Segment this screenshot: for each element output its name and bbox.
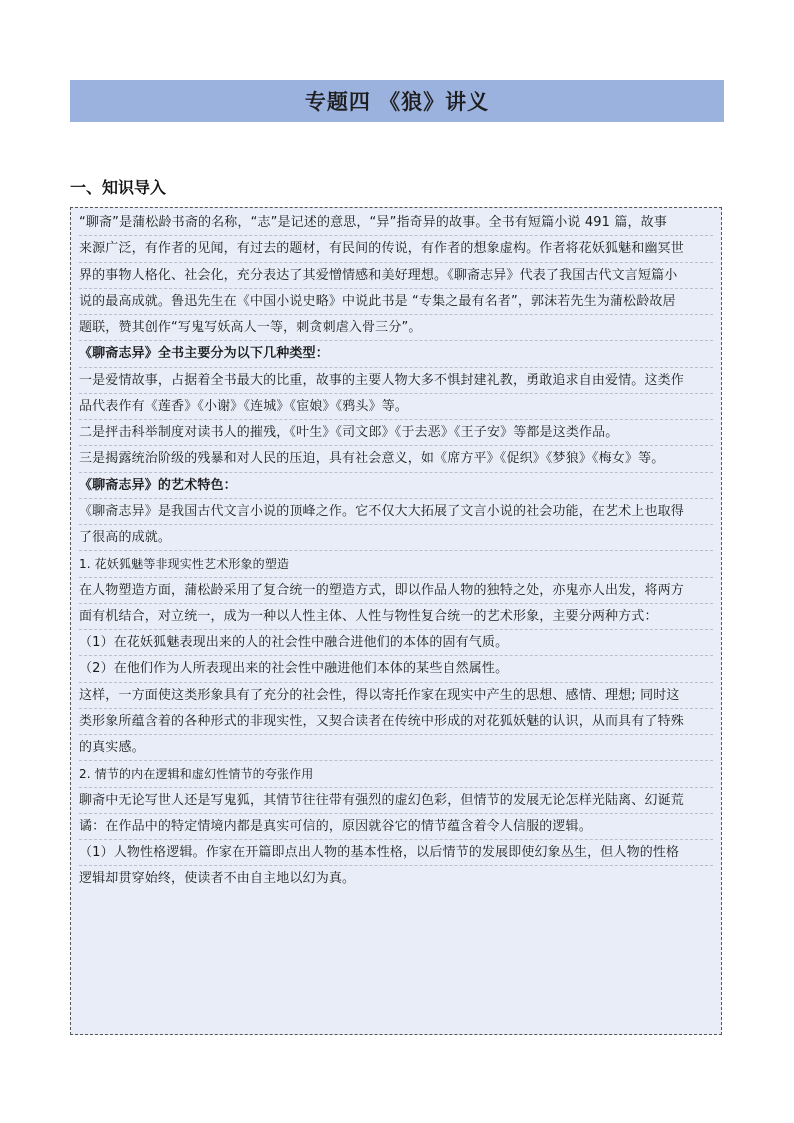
text-line: 类形象所蕴含着的各种形式的非现实性，又契合读者在传统中形成的对花狐妖魅的认识，从而具有了特殊 bbox=[79, 709, 713, 735]
text-line: 二是抨击科举制度对读书人的摧残，《叶生》《司文郎》《于去恶》《王子安》等都是这类作品。 bbox=[79, 420, 713, 446]
text-line: （2）在他们作为人所表现出来的社会性中融进他们本体的某些自然属性。 bbox=[79, 656, 713, 682]
text-line: 这样，一方面使这类形象具有了充分的社会性，得以寄托作家在现实中产生的思想、感情、理想; 同时这 bbox=[79, 683, 713, 709]
text-line: 2. 情节的内在逻辑和虚幻性情节的夸张作用 bbox=[79, 761, 713, 787]
text-line: 题联，赞其创作“写鬼写妖高人一等，刺贪刺虐入骨三分”。 bbox=[79, 315, 713, 341]
text-line: 来源广泛，有作者的见闻，有过去的题材，有民间的传说，有作者的想象虚构。作者将花妖狐魅和幽冥世 bbox=[79, 236, 713, 262]
text-line: 在人物塑造方面，蒲松龄采用了复合统一的塑造方式，即以作品人物的独特之处，亦鬼亦人出发，将两方 bbox=[79, 578, 713, 604]
knowledge-intro-box bbox=[70, 207, 722, 1035]
text-line: 聊斋中无论写世人还是写鬼狐，其情节往往带有强烈的虚幻色彩，但情节的发展无论怎样光陆离、幻诞荒 bbox=[79, 788, 713, 814]
text-line: 《聊斋志异》是我国古代文言小说的顶峰之作。它不仅大大拓展了文言小说的社会功能，在艺术上也取得 bbox=[79, 499, 713, 525]
text-line: 《聊斋志异》的艺术特色： bbox=[79, 473, 713, 499]
text-line: 面有机结合，对立统一，成为一种以人性主体、人性与物性复合统一的艺术形象，主要分两种方式： bbox=[79, 604, 713, 630]
section-heading: 一、知识导入 bbox=[70, 178, 167, 197]
text-line: 了很高的成就。 bbox=[79, 525, 713, 551]
text-line: 品代表作有《莲香》《小谢》《连城》《宦娘》《鸦头》等。 bbox=[79, 394, 713, 420]
text-line: 三是揭露统治阶级的残暴和对人民的压迫，具有社会意义，如《席方平》《促织》《梦狼》《梅女》等。 bbox=[79, 446, 713, 472]
text-line: 《聊斋志异》全书主要分为以下几种类型： bbox=[79, 341, 713, 367]
page-title: 专题四 《狼》讲义 bbox=[70, 80, 724, 122]
text-line: 一是爱情故事，占据着全书最大的比重，故事的主要人物大多不惧封建礼教，勇敢追求自由爱情。这类作 bbox=[79, 368, 713, 394]
text-line: “聊斋”是蒲松龄书斋的名称，“志”是记述的意思，“异”指奇异的故事。全书有短篇小说 491 篇，故事 bbox=[79, 210, 713, 236]
text-line: 说的最高成就。鲁迅先生在《中国小说史略》中说此书是 “专集之最有名者”，郭沫若先生为蒲松龄故居 bbox=[79, 289, 713, 315]
text-line: 的真实感。 bbox=[79, 735, 713, 761]
text-line: 界的事物人格化、社会化，充分表达了其爱憎情感和美好理想。《聊斋志异》代表了我国古代文言短篇小 bbox=[79, 263, 713, 289]
text-line: 谲：在作品中的特定情境内都是真实可信的，原因就谷它的情节蕴含着令人信服的逻辑。 bbox=[79, 814, 713, 840]
text-line: 逻辑却贯穿始终，使读者不由自主地以幻为真。 bbox=[79, 871, 356, 887]
text-line: 1. 花妖狐魅等非现实性艺术形象的塑造 bbox=[79, 551, 713, 577]
text-line: （1）在花妖狐魅表现出来的人的社会性中融合进他们的本体的固有气质。 bbox=[79, 630, 713, 656]
text-line: （1）人物性格逻辑。作家在开篇即点出人物的基本性格，以后情节的发展即使幻象丛生，但人物的性格 bbox=[79, 840, 713, 866]
